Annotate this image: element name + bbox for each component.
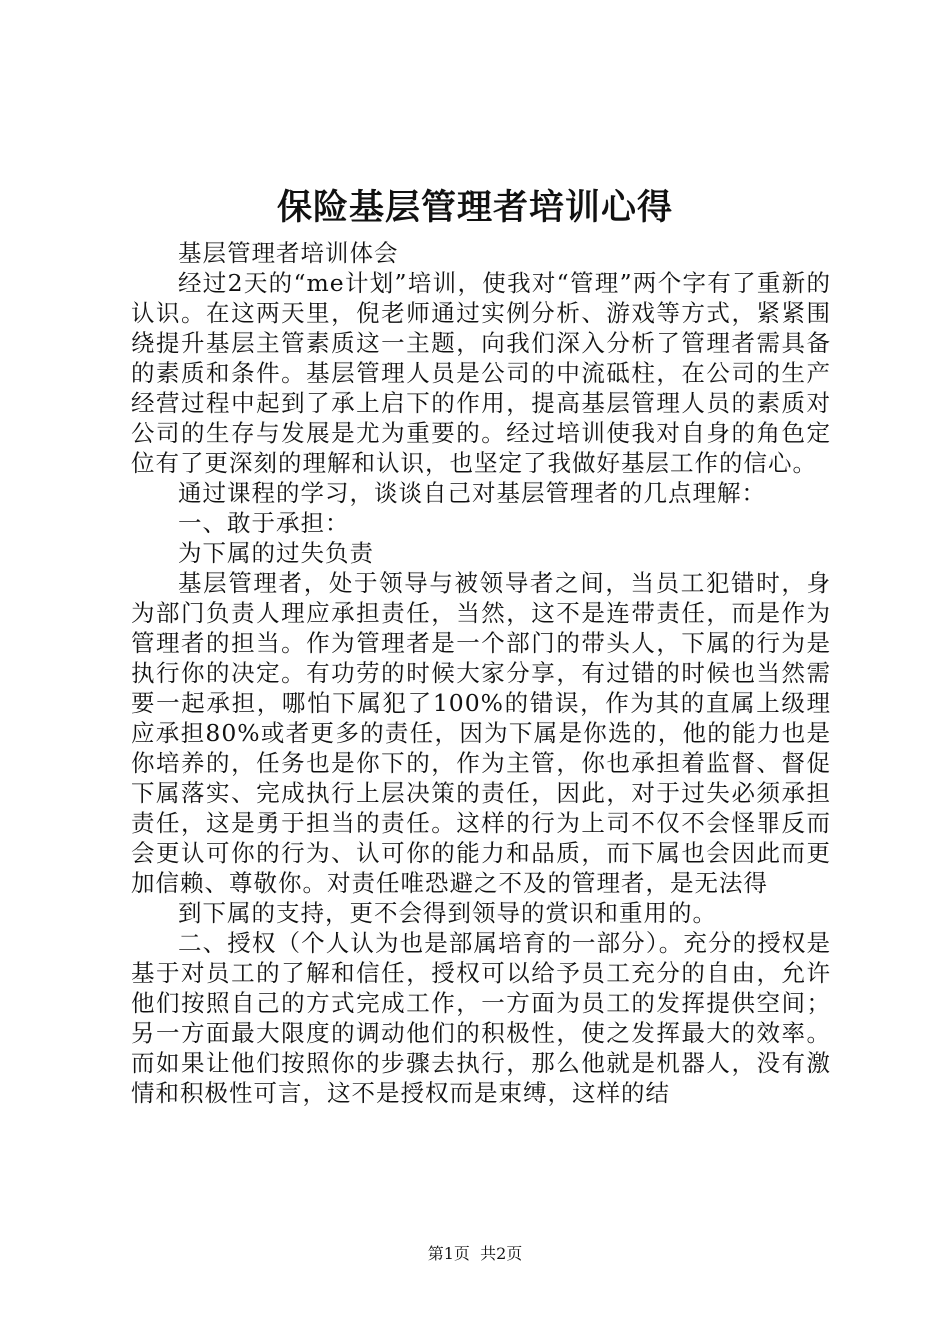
paragraph-subtitle: 基层管理者培训体会: [178, 239, 399, 267]
paragraph-responsibility: 基层管理者，处于领导与被领导者之间，当员工犯错时，身为部门负责人理应承担责任，当然，这不是连带责任，而是作为管理者的担当。作为管理者是一个部门的带头人，下属的行为是执行你的决定。有功劳的时候大家分享，有过错的时候也当然需要一起承担，哪怕下属犯了100%的错误，作为其的直属上级理应承担80%或者更多的责任，因为下属是你选的，他的能力也是你培养的，任务也是你下的，作为主管，你也承担着监督、督促下属落实、完成执行上层决策的责任，因此，对于过失必须承担责任，这是勇于担当的责任。这样的行为上司不仅不会怪罪反而会更认可你的行为、认可你的能力和品质，而下属也会因此而更加信赖、尊敬你。对责任唯恐避之不及的管理者，是无法得: [131, 569, 831, 897]
page-number: 第1页: [427, 1244, 470, 1263]
paragraph-intro: 经过2天的“me计划”培训，使我对“管理”两个字有了重新的认识。在这两天里，倪老师通过实例分析、游戏等方式，紧紧围绕提升基层主管素质这一主题，向我们深入分析了管理者需具备的素质和条件。基层管理人员是公司的中流砥柱，在公司的生产经营过程中起到了承上启下的作用，提高基层管理人员的素质对公司的生存与发展是尤为重要的。经过培训使我对自身的角色定位有了更深刻的理解和认识，也坚定了我做好基层工作的信心。: [131, 269, 831, 477]
page-total: 共2页: [480, 1244, 523, 1263]
subheading-1: 为下属的过失负责: [178, 539, 374, 567]
paragraph-lead-in: 通过课程的学习，谈谈自己对基层管理者的几点理解：: [178, 479, 766, 507]
section-heading-1: 一、敢于承担：: [178, 509, 350, 537]
paragraph-delegation: 二、授权（个人认为也是部属培育的一部分）。充分的授权是基于对员工的了解和信任，授权可以给予员工充分的自由，允许他们按照自己的方式完成工作，一方面为员工的发挥提供空间；另一方面最大限度的调动他们的积极性，使之发挥最大的效率。而如果让他们按照你的步骤去执行，那么他就是机器人，没有激情和积极性可言，这不是授权而是束缚，这样的结: [131, 929, 831, 1107]
paragraph-continuation: 到下属的支持，更不会得到领导的赏识和重用的。: [178, 899, 717, 927]
page-title: 保险基层管理者培训心得: [276, 187, 673, 228]
document-body: [131, 238, 831, 1108]
page-footer: [0, 1244, 950, 1264]
